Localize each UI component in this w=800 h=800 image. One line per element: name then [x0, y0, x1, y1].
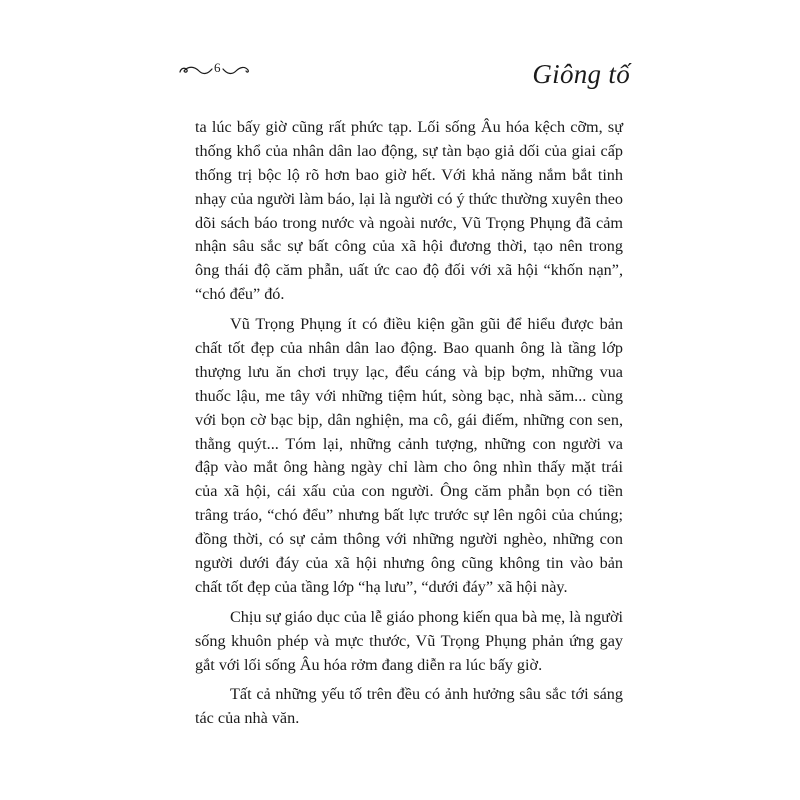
text-line: đồng thời, có sự cảm thông với những người nghèo, những con: [195, 530, 623, 549]
paragraph: [195, 683, 623, 731]
text-line: chất tốt đẹp của nhân dân lao động. Bao quanh ông là tầng lớp: [195, 339, 623, 358]
text-line: nhạy của người làm báo, lại là người có ý thức thường xuyên theo: [195, 189, 623, 208]
text-line: nhận sâu sắc sự bất công của xã hội đương thời, tạo nên trong: [195, 237, 623, 256]
paragraph: [195, 606, 623, 678]
text-line: thống trị bộc lộ rõ hơn bao giờ hết. Với khả năng nắm bắt tinh: [195, 165, 623, 184]
page-number: 6: [214, 60, 221, 75]
text-line: thống khổ của nhân dân lao động, sự tàn bạo giả dối của giai cấp: [195, 141, 623, 160]
paragraph: [195, 313, 623, 600]
page-number-ornament: [179, 61, 252, 79]
text-line: của xã hội, cái xấu của con người. Ông căm phẫn bọn có tiền: [195, 482, 623, 501]
text-line: trâng tráo, “chó đểu” nhưng bất lực trước sự lên ngôi của chúng;: [195, 506, 623, 525]
text-line: với bọn cờ bạc bịp, dân nghiện, ma cô, gái điếm, những con sen,: [195, 410, 623, 429]
text-line: sống khuôn phép và mực thước, Vũ Trọng Phụng phản ứng gay: [195, 631, 623, 650]
text-line: dõi sách báo trong nước và ngoài nước, Vũ Trọng Phụng đã cảm: [195, 213, 623, 232]
text-line: thượng lưu ăn chơi trụy lạc, đểu cáng và bịp bợm, những vua: [195, 362, 623, 381]
text-line: chất tốt đẹp của tầng lớp “hạ lưu”, “dưới đáy” xã hội này.: [195, 577, 568, 596]
text-line: tác của nhà văn.: [195, 709, 300, 728]
right-swash-icon: [222, 62, 252, 78]
text-line: thằng quýt... Tóm lại, những cảnh tượng, những con người va: [195, 434, 623, 453]
body-text: [195, 116, 623, 737]
text-line: Tất cả những yếu tố trên đều có ảnh hưởng sâu sắc tới sáng: [230, 685, 623, 704]
left-swash-icon: [179, 62, 213, 78]
running-title: Giông tố: [532, 59, 630, 89]
text-line: gắt với lối sống Âu hóa rởm đang diễn ra lúc bấy giờ.: [195, 655, 543, 674]
text-line: thuốc lậu, me tây với những tiệm hút, sòng bạc, nhà săm... cùng: [195, 386, 623, 405]
text-line: ta lúc bấy giờ cũng rất phức tạp. Lối sống Âu hóa kệch cỡm, sự: [195, 118, 623, 136]
text-line: ông thái độ căm phẫn, uất ức cao độ đối với xã hội “khốn nạn”,: [195, 261, 623, 280]
text-line: Chịu sự giáo dục của lễ giáo phong kiến qua bà mẹ, là người: [230, 607, 623, 626]
text-line: “chó đểu” đó.: [195, 285, 285, 304]
text-line: đập vào mắt ông hàng ngày chỉ làm cho ông nhìn thấy mặt trái: [195, 458, 623, 477]
paragraph: [195, 116, 623, 307]
text-line: người dưới đáy của xã hội nhưng ông cũng không tin vào bản: [195, 554, 623, 573]
text-line: Vũ Trọng Phụng ít có điều kiện gần gũi để hiểu được bản: [230, 315, 623, 334]
